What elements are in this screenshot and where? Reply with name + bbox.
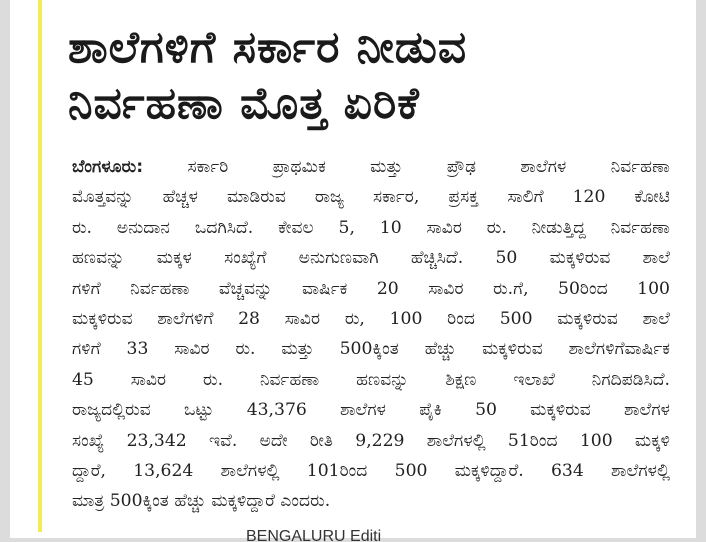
edition-footer: BENGALURU Editi [246, 528, 382, 542]
body-line: 45 ಸಾವಿರ ರು. ನಿರ್ವಹಣಾ ಹಣವನ್ನು ಶಿಕ್ಷಣ ಇಲಾಖೆ ನಿಗದಿಪಡಿಸಿದೆ. [72, 369, 670, 390]
body-line: ಮಕ್ಕಳಿರುವ ಶಾಲೆಗಳಿಗೆ 28 ಸಾವಿರ ರು, 100 ರಿಂದ 500 ಮಕ್ಕಳಿರುವ ಶಾಲೆ [72, 309, 670, 330]
body-line: ಹಣವನ್ನು ಮಕ್ಕಳ ಸಂಖ್ಯೆಗೆ ಅನುಗುಣವಾಗಿ ಹೆಚ್ಚಿಸಿದೆ. 50 ಮಕ್ಕಳಿರುವ ಶಾಲೆ [72, 248, 670, 269]
headline [68, 20, 668, 132]
article-body [72, 152, 670, 517]
body-line: ಮಾತ್ರ 500ಕ್ಕಿಂತ ಹೆಚ್ಚು ಮಕ್ಕಳಿದ್ದಾರೆ ಎಂದರು. [72, 491, 331, 512]
newspaper-clipping [10, 0, 696, 538]
body-line: ರಾಜ್ಯದಲ್ಲಿರುವ ಒಟ್ಟು 43,376 ಶಾಲೆಗಳ ಪೈಕಿ 50 ಮಕ್ಕಳಿರುವ ಶಾಲೆಗಳ [72, 400, 670, 421]
accent-bar [38, 0, 42, 532]
body-line: ಬೆಂಗಳೂರು: ಸರ್ಕಾರಿ ಪ್ರಾಥಮಿಕ ಮತ್ತು ಪ್ರೌಢ ಶಾಲೆಗಳ ನಿರ್ವಹಣಾ [72, 157, 670, 177]
headline-line-2: ನಿರ್ವಹಣಾ ಮೊತ್ತ ಏರಿಕೆ [68, 78, 420, 129]
body-line: ಮೊತ್ತವನ್ನು ಹೆಚ್ಚಳ ಮಾಡಿರುವ ರಾಜ್ಯ ಸರ್ಕಾರ, ಪ್ರಸಕ್ತ ಸಾಲಿಗೆ 120 ಕೋಟಿ [72, 187, 670, 208]
body-line: ದ್ದಾರೆ, 13,624 ಶಾಲೆಗಳಲ್ಲಿ 101ರಿಂದ 500 ಮಕ್ಕಳಿದ್ದಾರೆ. 634 ಶಾಲೆಗಳಲ್ಲಿ [72, 461, 670, 482]
body-line: ಗಳಿಗೆ 33 ಸಾವಿರ ರು. ಮತ್ತು 500ಕ್ಕಿಂತ ಹೆಚ್ಚು ಮಕ್ಕಳಿರುವ ಶಾಲೆಗಳಿಗೆವಾರ್ಷಿಕ [72, 339, 670, 360]
dateline: ಬೆಂಗಳೂರು: [72, 157, 144, 177]
body-line: ರು. ಅನುದಾನ ಒದಗಿಸಿದೆ. ಕೇವಲ 5, 10 ಸಾವಿರ ರು. ನೀಡುತ್ತಿದ್ದ ನಿರ್ವಹಣಾ [72, 217, 670, 238]
body-line: ಸಂಖ್ಯೆ 23,342 ಇವೆ. ಅದೇ ರೀತಿ 9,229 ಶಾಲೆಗಳಲ್ಲಿ 51ರಿಂದ 100 ಮಕ್ಕಳಿ [72, 430, 670, 451]
headline-line-1: ಶಾಲೆಗಳಿಗೆ ಸರ್ಕಾರ ನೀಡುವ [68, 22, 468, 73]
body-line: ಗಳಿಗೆ ನಿರ್ವಹಣಾ ವೆಚ್ಚವನ್ನು ವಾರ್ಷಿಕ 20 ಸಾವಿರ ರು.ಗೆ, 50ರಿಂದ 100 [72, 278, 670, 299]
